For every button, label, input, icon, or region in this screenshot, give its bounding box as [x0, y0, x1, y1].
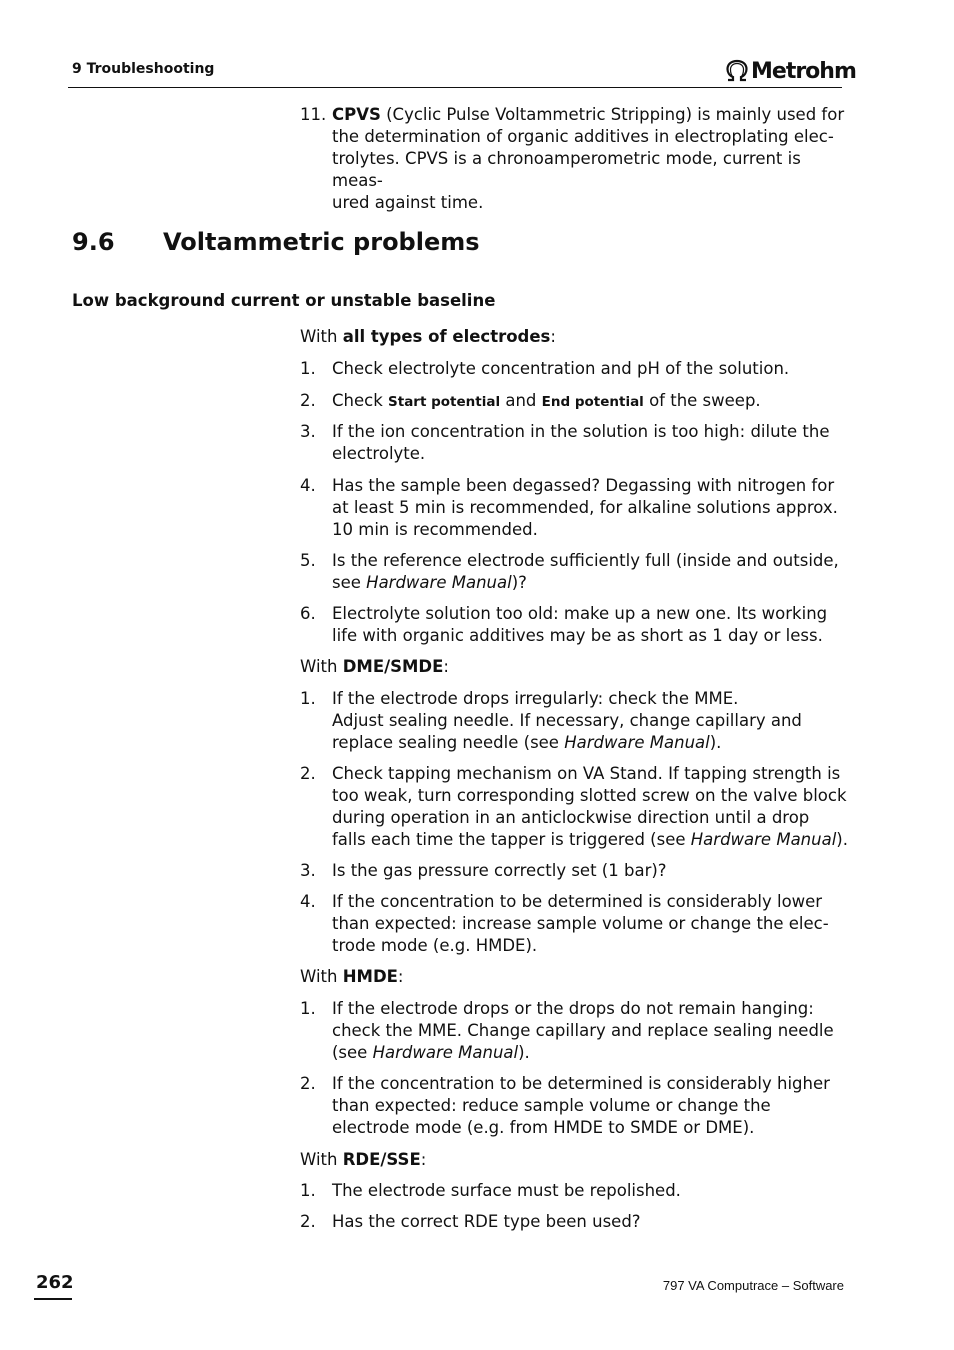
section-number: 9.6	[72, 228, 115, 256]
group-title: With RDE/SSE:	[300, 1150, 427, 1169]
list-item: 2. If the concentration to be determined is considerably higher than expected: reduce sample volume or change the electrode mode (e.g. from HMDE to SMDE or DME).	[300, 1074, 830, 1137]
subheading: Low background current or unstable baseline	[72, 291, 496, 310]
group-title: With DME/SMDE:	[300, 657, 449, 676]
footer-document-title: 797 VA Computrace – Software	[662, 1278, 844, 1293]
section-title: Voltammetric problems	[163, 228, 480, 256]
list-item: 1. The electrode surface must be repolished.	[300, 1181, 681, 1200]
list-item: 3. If the ion concentration in the solution is too high: dilute the electrolyte.	[300, 422, 830, 463]
group-title: With all types of electrodes:	[300, 327, 556, 346]
header-divider	[68, 87, 842, 88]
list-item: 2. Has the correct RDE type been used?	[300, 1212, 641, 1231]
page-number: 262	[36, 1272, 74, 1293]
metrohm-logo	[724, 56, 856, 86]
list-item: 4. If the concentration to be determined is considerably lower than expected: increase sample volume or change the elec-trode mode (e.g. HMDE).	[300, 892, 829, 955]
list-item	[300, 104, 848, 214]
intro-list	[300, 104, 848, 214]
list-item: 3. Is the gas pressure correctly set (1 bar)?	[300, 861, 667, 880]
item-number: 11.	[300, 105, 327, 124]
list-item: 1. Check electrolyte concentration and pH of the solution.	[300, 359, 790, 378]
group-rde-sse	[300, 1149, 848, 1171]
item-text: CPVS (Cyclic Pulse Voltammetric Stripping) is mainly used for the determination of organic additives in electroplating elec- trolytes. CPVS is a chronoamperometric mode, current is meas- ured against time.	[332, 105, 845, 212]
group-hmde	[300, 966, 848, 988]
list-item: 1. If the electrode drops irregularly: check the MME. Adjust sealing needle. If necessary, change capillary and replace sealing needle (see Hardware Manual).	[300, 689, 802, 752]
list-item: 1. If the electrode drops or the drops do not remain hanging: check the MME. Change capillary and replace sealing needle (see Hardware Manual).	[300, 999, 834, 1062]
group-all-electrodes	[300, 326, 848, 348]
group-dme-smde	[300, 656, 848, 678]
list-item: 2. Check Start potential and End potential of the sweep.	[300, 391, 761, 410]
list-item: 2. Check tapping mechanism on VA Stand. If tapping strength is too weak, turn corresponding slotted screw on the valve block during operation in an anticlockwise direction until a drop falls each time the tapper is triggered (see Hardware Manual).	[300, 764, 848, 849]
list-item: 5. Is the reference electrode sufficiently full (inside and outside, see Hardware Manual)?	[300, 551, 839, 592]
list-item: 6. Electrolyte solution too old: make up a new one. Its working life with organic additives may be as short as 1 day or less.	[300, 604, 828, 645]
page-number-underline	[34, 1298, 72, 1300]
section-heading	[72, 228, 480, 256]
list-item: 4. Has the sample been degassed? Degassing with nitrogen for at least 5 min is recommended, for alkaline solutions approx. 10 min is recommended.	[300, 476, 838, 539]
brand-name: Metrohm	[751, 58, 856, 84]
group-title: With HMDE:	[300, 967, 404, 986]
omega-icon	[724, 59, 750, 83]
running-header-chapter: 9 Troubleshooting	[72, 61, 215, 77]
